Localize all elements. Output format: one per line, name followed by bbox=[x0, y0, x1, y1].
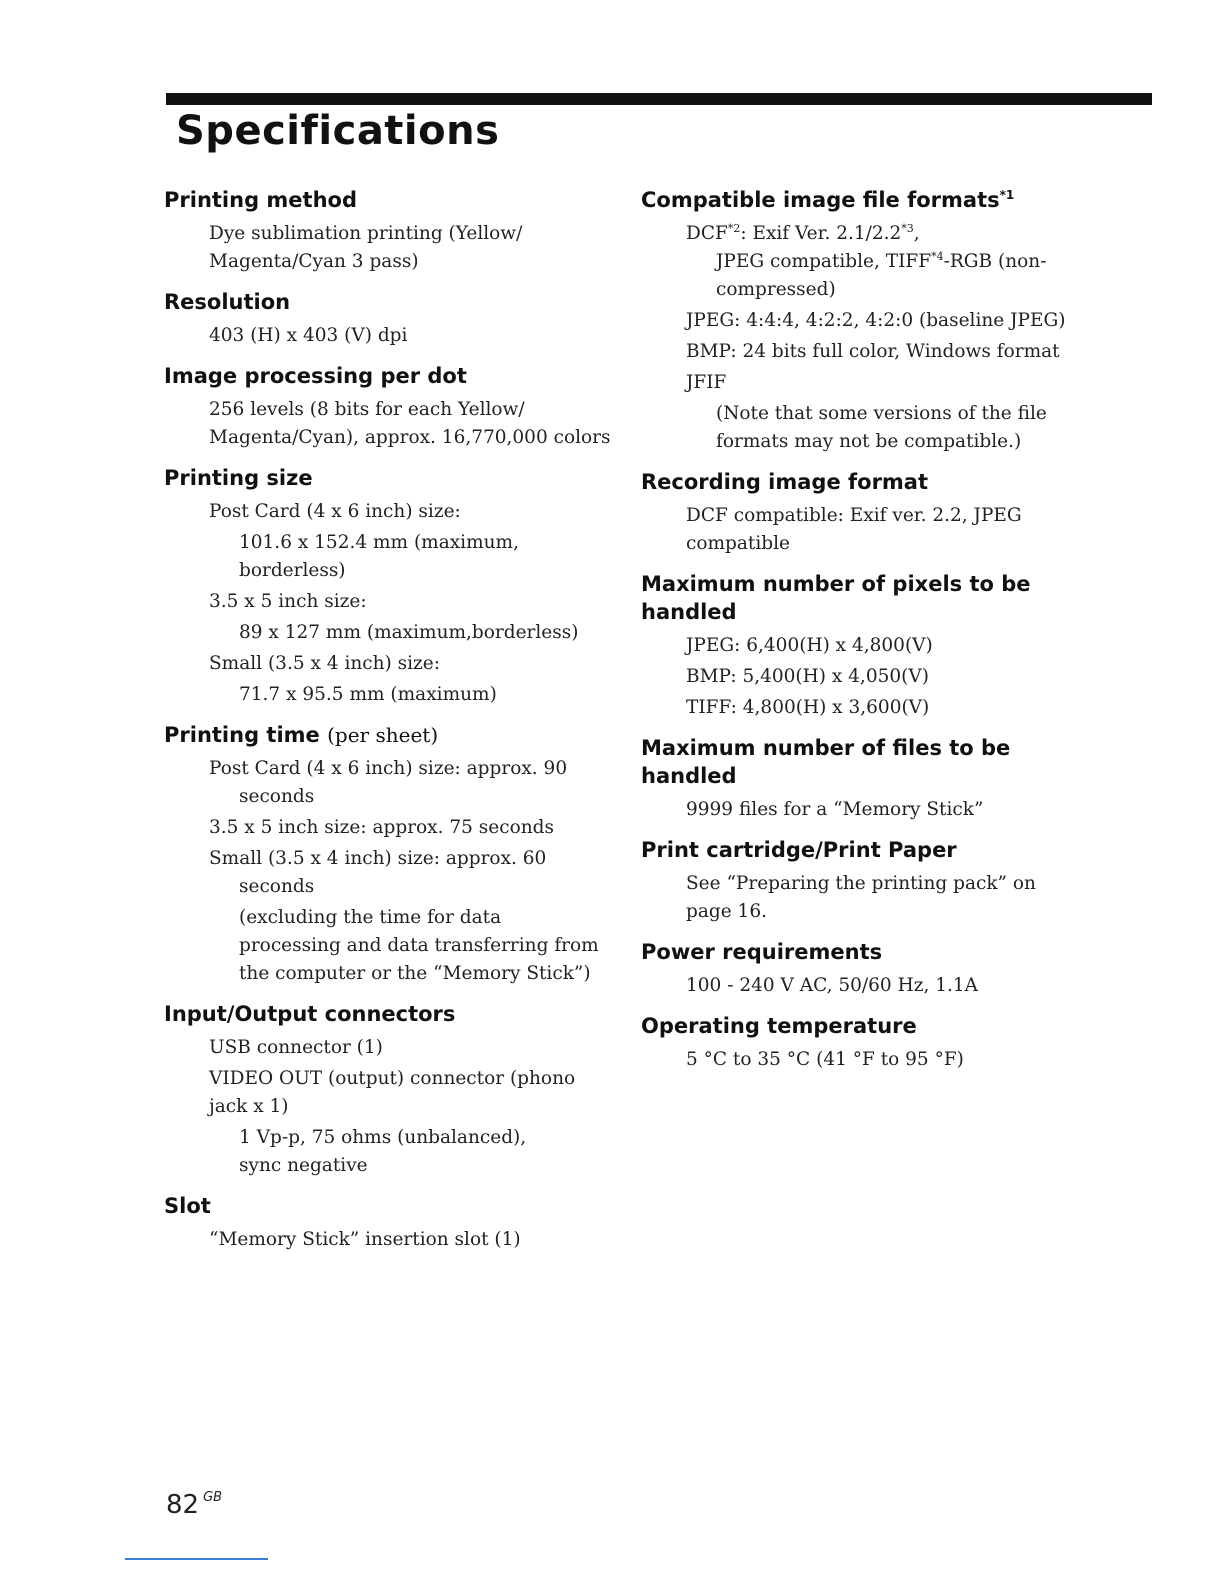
spec-power bbox=[641, 938, 1101, 1000]
page-language-code: GB bbox=[203, 1490, 223, 1505]
spec-line: 101.6 x 152.4 mm (maximum, bbox=[239, 532, 519, 553]
spec-line: 100 - 240 V AC, 50/60 Hz, 1.1A bbox=[686, 975, 978, 996]
spec-line: compressed) bbox=[716, 279, 836, 300]
spec-line bbox=[716, 248, 1101, 276]
spec-line: JFIF bbox=[686, 372, 727, 393]
spec-line: DCF compatible: Exif ver. 2.2, JPEG bbox=[686, 505, 1022, 526]
spec-line: sync negative bbox=[239, 1155, 368, 1176]
spec-line: 9999 files for a “Memory Stick” bbox=[686, 799, 984, 820]
spec-line: 3.5 x 5 inch size: approx. 75 seconds bbox=[209, 817, 554, 838]
right-column bbox=[641, 186, 1101, 1086]
spec-line: formats may not be compatible.) bbox=[716, 431, 1022, 452]
footnote-marker: *3 bbox=[901, 221, 914, 235]
page-number-value: 82 bbox=[166, 1490, 200, 1520]
spec-line: Small (3.5 x 4 inch) size: approx. 60 bbox=[209, 848, 547, 869]
spec-line: JPEG: 4:4:4, 4:2:2, 4:2:0 (baseline JPEG) bbox=[686, 310, 1066, 331]
spec-line: Small (3.5 x 4 inch) size: bbox=[209, 653, 440, 674]
spec-heading-text: Compatible image file formats bbox=[641, 188, 1000, 212]
spec-heading: Printing size bbox=[164, 466, 313, 490]
spec-line: 5 °C to 35 °C (41 °F to 95 °F) bbox=[686, 1049, 964, 1070]
spec-line: compatible bbox=[686, 533, 790, 554]
spec-io-connectors bbox=[164, 1000, 614, 1180]
spec-heading: Operating temperature bbox=[641, 1014, 917, 1038]
spec-line: 256 levels (8 bits for each Yellow/ bbox=[209, 399, 525, 420]
spec-heading: handled bbox=[641, 600, 737, 624]
footnote-marker: *4 bbox=[931, 249, 944, 263]
spec-line: TIFF: 4,800(H) x 3,600(V) bbox=[686, 697, 930, 718]
page-title: Specifications bbox=[176, 108, 500, 154]
footnote-marker: *1 bbox=[999, 188, 1015, 202]
dcf-text: DCF bbox=[686, 223, 728, 244]
rgb-text: -RGB (non- bbox=[943, 251, 1047, 272]
page-number bbox=[166, 1490, 222, 1520]
spec-line: BMP: 5,400(H) x 4,050(V) bbox=[686, 666, 929, 687]
spec-heading: Input/Output connectors bbox=[164, 1002, 456, 1026]
spec-line: “Memory Stick” insertion slot (1) bbox=[209, 1229, 521, 1250]
exif-text: : Exif Ver. 2.1/2.2 bbox=[740, 223, 902, 244]
spec-line: jack x 1) bbox=[209, 1096, 289, 1117]
spec-printing-time bbox=[164, 721, 614, 988]
spec-image-processing bbox=[164, 362, 614, 452]
spec-line bbox=[686, 220, 1101, 248]
spec-line: page 16. bbox=[686, 901, 767, 922]
spec-heading: Resolution bbox=[164, 290, 291, 314]
spec-heading: Printing method bbox=[164, 188, 357, 212]
spec-line: 1 Vp-p, 75 ohms (unbalanced), bbox=[239, 1127, 527, 1148]
spec-max-pixels bbox=[641, 570, 1101, 722]
left-column bbox=[164, 186, 614, 1266]
spec-line: 71.7 x 95.5 mm (maximum) bbox=[239, 684, 497, 705]
spec-line: 403 (H) x 403 (V) dpi bbox=[209, 325, 408, 346]
spec-heading: Maximum number of pixels to be bbox=[641, 572, 1031, 596]
jpeg-text: JPEG compatible, TIFF bbox=[716, 251, 932, 272]
bottom-rule bbox=[125, 1558, 268, 1560]
spec-slot bbox=[164, 1192, 614, 1254]
spec-line: Post Card (4 x 6 inch) size: approx. 90 bbox=[209, 758, 568, 779]
spec-line: JPEG: 6,400(H) x 4,800(V) bbox=[686, 635, 933, 656]
spec-line: Magenta/Cyan), approx. 16,770,000 colors bbox=[209, 427, 611, 448]
spec-line: 3.5 x 5 inch size: bbox=[209, 591, 367, 612]
spec-heading bbox=[641, 186, 1101, 214]
spec-line: See “Preparing the printing pack” on bbox=[686, 873, 1036, 894]
spec-heading: Maximum number of files to be handled bbox=[641, 736, 1011, 788]
spec-line: (Note that some versions of the file bbox=[716, 403, 1047, 424]
spec-line: BMP: 24 bits full color, Windows format bbox=[686, 341, 1060, 362]
spec-heading-suffix: (per sheet) bbox=[327, 723, 439, 747]
spec-line: seconds bbox=[239, 876, 315, 897]
spec-line: VIDEO OUT (output) connector (phono bbox=[209, 1068, 576, 1089]
spec-recording-format bbox=[641, 468, 1101, 558]
spec-temperature bbox=[641, 1012, 1101, 1074]
spec-compatible-formats bbox=[641, 186, 1101, 456]
spec-cartridge bbox=[641, 836, 1101, 926]
title-rule bbox=[166, 93, 1152, 105]
spec-heading bbox=[164, 721, 614, 749]
spec-heading: Print cartridge/Print Paper bbox=[641, 838, 957, 862]
spec-line: (excluding the time for data bbox=[239, 907, 502, 928]
spec-line: USB connector (1) bbox=[209, 1037, 383, 1058]
footnote-marker: *2 bbox=[727, 221, 741, 235]
spec-heading: Power requirements bbox=[641, 940, 883, 964]
spec-heading-text: Printing time bbox=[164, 723, 320, 747]
spec-line: the computer or the “Memory Stick”) bbox=[239, 963, 591, 984]
spec-heading: Recording image format bbox=[641, 470, 929, 494]
spec-line: processing and data transferring from bbox=[239, 935, 599, 956]
spec-printing-method bbox=[164, 186, 614, 276]
punct: , bbox=[913, 223, 920, 244]
spec-heading: Image processing per dot bbox=[164, 364, 467, 388]
spec-line: Dye sublimation printing (Yellow/ bbox=[209, 223, 523, 244]
spec-max-files bbox=[641, 734, 1101, 824]
spec-line: seconds bbox=[239, 786, 315, 807]
spec-line: Post Card (4 x 6 inch) size: bbox=[209, 501, 461, 522]
spec-resolution bbox=[164, 288, 614, 350]
spec-line: Magenta/Cyan 3 pass) bbox=[209, 251, 419, 272]
spec-line: 89 x 127 mm (maximum,borderless) bbox=[239, 622, 579, 643]
spec-printing-size bbox=[164, 464, 614, 709]
spec-heading: Slot bbox=[164, 1194, 211, 1218]
spec-line: borderless) bbox=[239, 560, 346, 581]
